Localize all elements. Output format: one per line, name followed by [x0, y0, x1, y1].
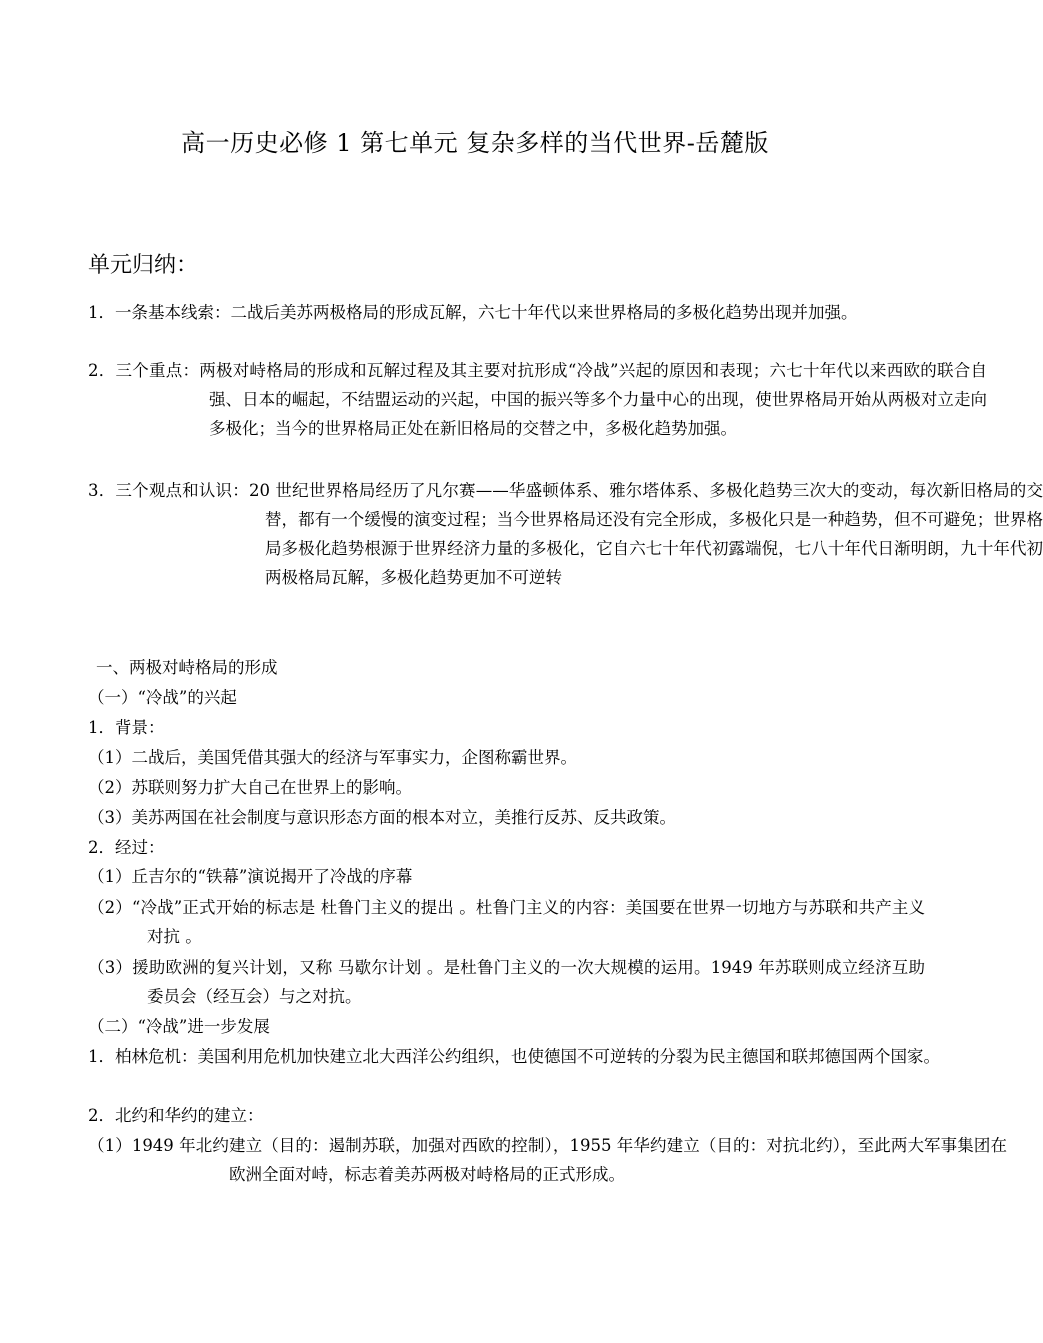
- background-point-1: （1）二战后，美国凭借其强大的经济与军事实力，企图称霸世界。: [88, 748, 577, 767]
- process-point-2: （2）“冷战”正式开始的标志是 杜鲁门主义的提出 。杜鲁门主义的内容：美国要在世界一切地方与苏联和共产主义对抗 。: [88, 898, 925, 946]
- nato-warsaw-point-1: （1）1949 年北约建立（目的：遏制苏联，加强对西欧的控制），1955 年华约建立（目的：对抗北约），至此两大军事集团在欧洲全面对峙，标志着美苏两极对峙格局的正式形成。: [88, 1136, 1007, 1184]
- process-point-1: （1）丘吉尔的“铁幕”演说揭开了冷战的序幕: [88, 867, 413, 886]
- summary-heading: 单元归纳：: [88, 253, 199, 278]
- background-point-3: （3）美苏两国在社会制度与意识形态方面的根本对立，美推行反苏、反共政策。: [88, 808, 676, 827]
- summary-item-1: 1．一条基本线索：二战后美苏两极格局的形成瓦解，六七十年代以来世界格局的多极化趋势出现并加强。: [88, 303, 858, 322]
- summary-item-2: 2．三个重点：两极对峙格局的形成和瓦解过程及其主要对抗形成“冷战”兴起的原因和表现；六七十年代以来西欧的联合自强、日本的崛起，不结盟运动的兴起，中国的振兴等多个力量中心的出现，使世界格局开始从两极对立走向多极化；当今的世界格局正处在新旧格局的交替之中，多极化趋势加强。: [88, 361, 987, 438]
- process-label: 2．经过：: [88, 838, 165, 857]
- subsection-heading-cold-war-development: （二）“冷战”进一步发展: [88, 1017, 270, 1036]
- part1-heading: 一、两极对峙格局的形成: [96, 658, 278, 677]
- summary-item-3: 3．三个观点和认识：20 世纪世界格局经历了凡尔赛——华盛顿体系、雅尔塔体系、多极化趋势三次大的变动，每次新旧格局的交替，都有一个缓慢的演变过程；当今世界格局还没有完全形成，多极化只是一种趋势，但不可避免；世界格局多极化趋势根源于世界经济力量的多极化，它自六七十年代初露端倪，七八十年代日渐明朗，九十年代初两极格局瓦解，多极化趋势更加不可逆转: [88, 481, 1043, 587]
- background-point-2: （2）苏联则努力扩大自己在世界上的影响。: [88, 778, 412, 797]
- process-point-3: （3）援助欧洲的复兴计划，又称 马歇尔计划 。是杜鲁门主义的一次大规模的运用。1949 年苏联则成立经济互助委员会（经互会）与之对抗。: [88, 958, 925, 1006]
- subsection-heading-cold-war-rise: （一）“冷战”的兴起: [88, 688, 237, 707]
- nato-warsaw-label: 2．北约和华约的建立：: [88, 1106, 264, 1125]
- berlin-crisis-item: 1．柏林危机：美国利用危机加快建立北大西洋公约组织，也使德国不可逆转的分裂为民主德国和联邦德国两个国家。: [88, 1047, 940, 1066]
- background-label: 1．背景：: [88, 718, 165, 737]
- document-title: 高一历史必修 1 第七单元 复杂多样的当代世界-岳麓版: [181, 129, 769, 157]
